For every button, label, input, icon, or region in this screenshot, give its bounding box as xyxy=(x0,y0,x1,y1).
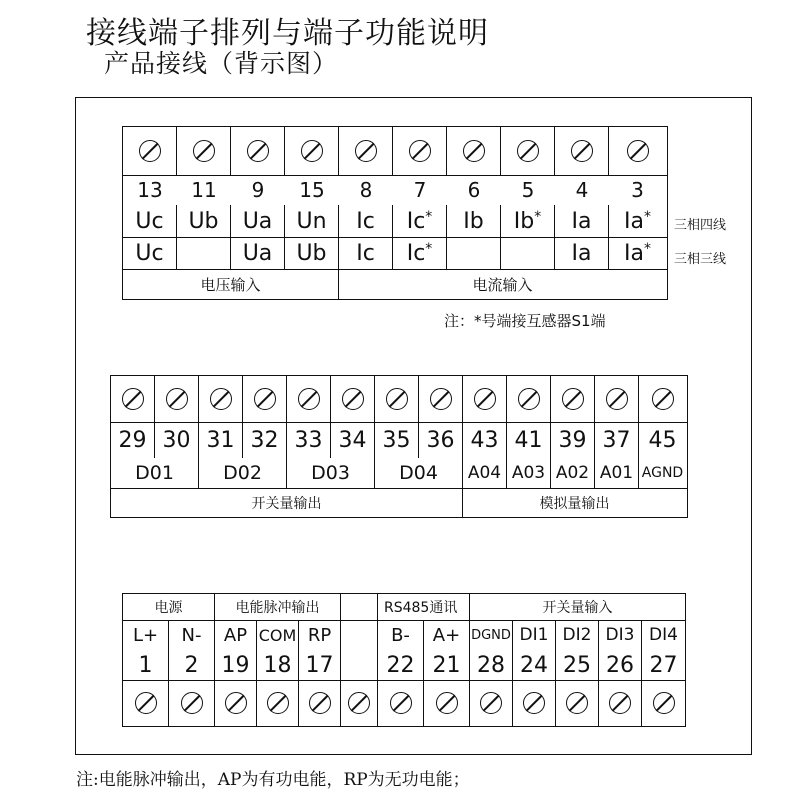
group-header-row xyxy=(123,594,685,620)
group-voltage-input: 电压输入 xyxy=(123,269,339,299)
screw-icon xyxy=(225,692,247,714)
terminal-number: 6 xyxy=(467,178,481,202)
terminal-number: 4 xyxy=(575,178,589,202)
terminal-number: 41 xyxy=(507,422,551,458)
screw-icon xyxy=(430,388,452,410)
terminal-number: 36 xyxy=(419,422,463,458)
terminal-label: Ib xyxy=(447,205,501,237)
screw-terminal xyxy=(123,127,177,175)
screw-icon xyxy=(348,692,370,714)
terminal-number: 26 xyxy=(599,650,642,680)
screw-terminal xyxy=(215,680,257,726)
terminal-label: Ic * xyxy=(393,205,447,237)
terminal-number: 28 xyxy=(470,650,513,680)
terminal-label xyxy=(447,237,501,269)
screw-terminal xyxy=(501,127,555,175)
screw-terminal xyxy=(299,680,341,726)
terminal-number: 15 xyxy=(299,178,325,202)
screw-icon xyxy=(298,388,320,410)
group-rs485: RS485通讯 xyxy=(378,594,470,620)
group-label-row xyxy=(123,269,667,299)
screw-icon xyxy=(517,140,539,162)
terminal-number: 35 xyxy=(375,422,419,458)
terminal-number: 25 xyxy=(556,650,599,680)
screw-terminal xyxy=(513,680,556,726)
terminal-block-inputs xyxy=(122,126,668,300)
screw-icon xyxy=(342,388,364,410)
terminal-label: Ic * xyxy=(393,237,447,269)
output-label-d04: D04 xyxy=(375,458,463,488)
terminal-number: 45 xyxy=(648,427,677,453)
output-label-a02: A02 xyxy=(551,458,595,488)
screw-icon xyxy=(523,692,545,714)
screw-icon xyxy=(122,388,144,410)
three-wire-side-label: 三相三线 xyxy=(674,252,727,267)
terminal-label: DI3 xyxy=(599,620,642,650)
terminal-number-row xyxy=(123,650,685,680)
screw-icon xyxy=(562,388,584,410)
terminal-number: 8 xyxy=(359,178,373,202)
screw-terminal xyxy=(642,680,685,726)
terminal-label: DI1 xyxy=(513,620,556,650)
page-subtitle: 产品接线（背示图） xyxy=(104,49,339,78)
screw-icon xyxy=(480,692,502,714)
spacer-cell xyxy=(341,650,378,680)
terminal-number: 39 xyxy=(551,422,595,458)
terminal-label: Ia * xyxy=(624,240,651,266)
terminal-number-row xyxy=(111,422,687,458)
screw-terminal xyxy=(155,376,199,422)
screw-icon xyxy=(355,140,377,162)
terminal-number: 34 xyxy=(331,422,375,458)
terminal-number: 27 xyxy=(649,652,678,678)
terminal-label xyxy=(177,237,231,269)
screw-terminal xyxy=(331,376,375,422)
screw-terminal xyxy=(393,127,447,175)
screw-terminal xyxy=(285,127,339,175)
spacer-cell xyxy=(341,620,378,650)
screw-row xyxy=(111,376,687,422)
screw-terminal xyxy=(470,680,513,726)
terminal-label: Uc xyxy=(123,205,177,237)
terminal-label-row xyxy=(123,620,685,650)
screw-terminal xyxy=(177,127,231,175)
screw-icon xyxy=(436,692,458,714)
screw-terminal xyxy=(419,376,463,422)
screw-terminal xyxy=(199,376,243,422)
terminal-number: 29 xyxy=(111,422,155,458)
terminal-label: Un xyxy=(285,205,339,237)
screw-terminal xyxy=(447,127,501,175)
screw-icon xyxy=(135,692,157,714)
terminal-label: B- xyxy=(378,620,424,650)
terminal-number: 30 xyxy=(155,422,199,458)
terminal-label: Ia * xyxy=(624,208,651,234)
three-wire-label-row xyxy=(123,237,667,269)
terminal-label: Ia xyxy=(555,205,609,237)
screw-row xyxy=(123,680,685,726)
terminal-number: 11 xyxy=(191,178,217,202)
screw-icon xyxy=(606,388,628,410)
screw-terminal xyxy=(639,376,686,422)
screw-terminal xyxy=(556,680,599,726)
terminal-number: 43 xyxy=(463,422,507,458)
terminal-label: Ic xyxy=(339,205,393,237)
screw-terminal xyxy=(287,376,331,422)
output-label-a01: A01 xyxy=(595,458,639,488)
screw-icon xyxy=(254,388,276,410)
terminal-label: Ua xyxy=(231,237,285,269)
screw-terminal xyxy=(463,376,507,422)
screw-icon xyxy=(166,388,188,410)
screw-terminal xyxy=(424,680,470,726)
terminal-number: 33 xyxy=(287,422,331,458)
screw-icon xyxy=(627,140,649,162)
screw-terminal xyxy=(231,127,285,175)
screw-terminal xyxy=(111,376,155,422)
terminal-label: RP xyxy=(299,620,341,650)
terminal-label: Ub xyxy=(285,237,339,269)
terminal-number: 24 xyxy=(513,650,556,680)
terminal-label: COM xyxy=(257,620,299,650)
terminal-label: DGND xyxy=(470,620,513,650)
screw-icon xyxy=(652,388,674,410)
screw-terminal xyxy=(257,680,299,726)
terminal-label: A+ xyxy=(424,620,470,650)
screw-terminal xyxy=(609,127,666,175)
terminal-number: 21 xyxy=(424,650,470,680)
screw-terminal xyxy=(595,376,639,422)
terminal-label: DI4 xyxy=(649,625,678,645)
group-switch-output: 开关量输出 xyxy=(111,488,463,517)
terminal-number: 2 xyxy=(169,650,215,680)
screw-icon xyxy=(301,140,323,162)
screw-icon xyxy=(139,140,161,162)
terminal-number: 22 xyxy=(378,650,424,680)
terminal-label: Ic xyxy=(339,237,393,269)
terminal-label: Uc xyxy=(123,237,177,269)
screw-icon xyxy=(386,388,408,410)
screw-icon xyxy=(571,140,593,162)
output-label-agnd: AGND xyxy=(641,465,684,481)
terminal-number: 1 xyxy=(123,650,169,680)
screw-terminal xyxy=(341,680,378,726)
page-title: 接线端子排列与端子功能说明 xyxy=(86,16,489,51)
screw-terminal xyxy=(507,376,551,422)
screw-icon xyxy=(390,692,412,714)
terminal-number: 31 xyxy=(199,422,243,458)
group-label-row xyxy=(111,488,687,517)
screw-terminal xyxy=(378,680,424,726)
terminal-label: DI2 xyxy=(556,620,599,650)
screw-icon xyxy=(247,140,269,162)
screw-icon xyxy=(653,692,675,714)
terminal-number: 13 xyxy=(137,178,163,202)
four-wire-side-label: 三相四线 xyxy=(674,218,727,233)
terminal-number: 18 xyxy=(257,650,299,680)
screw-icon xyxy=(210,388,232,410)
group-pulse-output: 电能脉冲输出 xyxy=(215,594,341,620)
screw-terminal xyxy=(555,127,609,175)
screw-icon xyxy=(474,388,496,410)
terminal-label: Ua xyxy=(231,205,285,237)
screw-icon xyxy=(309,692,331,714)
screw-icon xyxy=(463,140,485,162)
output-label-d03: D03 xyxy=(287,458,375,488)
group-current-input: 电流输入 xyxy=(472,275,533,294)
spacer-cell xyxy=(341,594,378,620)
screw-terminal xyxy=(339,127,393,175)
screw-icon xyxy=(566,692,588,714)
terminal-number: 7 xyxy=(413,178,427,202)
screw-terminal xyxy=(123,680,169,726)
terminal-label: L+ xyxy=(123,620,169,650)
terminal-block-outputs xyxy=(110,375,688,518)
terminal-number: 9 xyxy=(251,178,265,202)
screw-icon xyxy=(181,692,203,714)
screw-icon xyxy=(609,692,631,714)
terminal-number: 32 xyxy=(243,422,287,458)
terminal-label: Ib * xyxy=(501,205,555,237)
terminal-number: 37 xyxy=(595,422,639,458)
four-wire-label-row xyxy=(123,205,667,237)
terminal-number: 3 xyxy=(631,178,644,202)
terminal-number: 5 xyxy=(521,178,535,202)
screw-icon xyxy=(193,140,215,162)
s1-note: 注：*号端接互感器S1端 xyxy=(444,312,606,330)
terminal-label xyxy=(501,237,555,269)
screw-icon xyxy=(518,388,540,410)
terminal-number: 17 xyxy=(299,650,341,680)
terminal-label: N- xyxy=(169,620,215,650)
group-power: 电源 xyxy=(123,594,215,620)
terminal-label-row xyxy=(111,458,687,488)
screw-icon xyxy=(267,692,289,714)
output-label-a03: A03 xyxy=(507,458,551,488)
terminal-block-comm xyxy=(122,593,686,727)
terminal-number-row xyxy=(123,175,667,205)
screw-terminal xyxy=(599,680,642,726)
screw-terminal xyxy=(551,376,595,422)
screw-terminal xyxy=(243,376,287,422)
group-analog-output: 模拟量输出 xyxy=(539,495,610,512)
terminal-label: AP xyxy=(215,620,257,650)
screw-icon xyxy=(409,140,431,162)
screw-terminal xyxy=(169,680,215,726)
terminal-label: Ub xyxy=(177,205,231,237)
output-label-d01: D01 xyxy=(111,458,199,488)
footnote: 注:电能脉冲输出，AP为有功电能，RP为无功电能； xyxy=(76,770,470,790)
screw-terminal xyxy=(375,376,419,422)
output-label-a04: A04 xyxy=(463,458,507,488)
group-switch-input: 开关量输入 xyxy=(542,600,613,616)
screw-row xyxy=(123,127,667,175)
terminal-label: Ia xyxy=(555,237,609,269)
output-label-d02: D02 xyxy=(199,458,287,488)
terminal-number: 19 xyxy=(215,650,257,680)
